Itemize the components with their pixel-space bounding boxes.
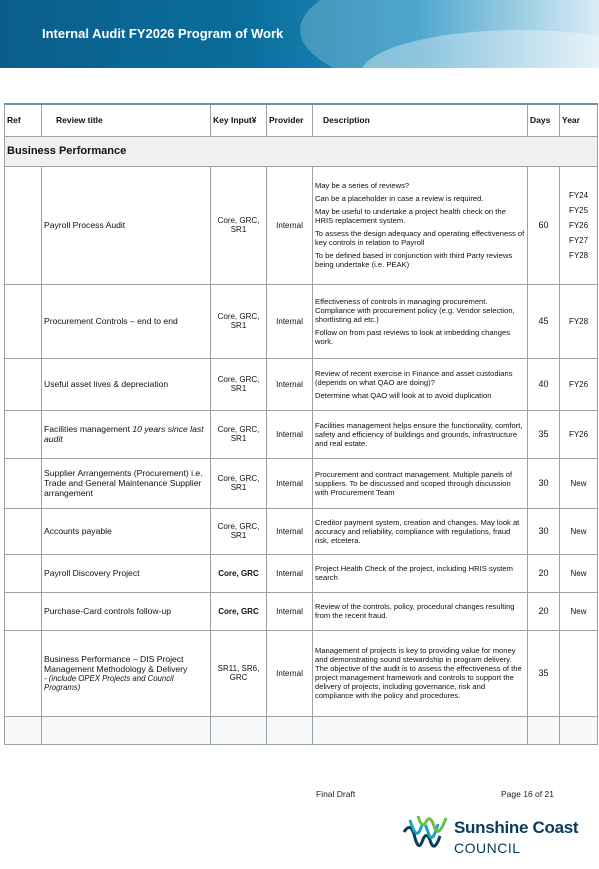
cell-review-title (42, 284, 211, 358)
cell-days: 40 (528, 358, 560, 410)
cell-year (560, 358, 598, 410)
cell-review-title (42, 358, 211, 410)
description-paragraph: Review of recent exercise in Finance and asset custodians (depends on what QAO are doing)? (315, 368, 513, 387)
cell-days: 30 (528, 458, 560, 508)
empty-cell (5, 716, 42, 744)
col-header-description: Description (313, 104, 528, 136)
col-header-provider: Provider (267, 104, 313, 136)
cell-year (560, 458, 598, 508)
cell-key-input (211, 410, 267, 458)
review-title-note: 10 years since last audit (44, 424, 204, 444)
cell-description (313, 508, 528, 554)
cell-description (313, 358, 528, 410)
year-value: FY27 (568, 235, 589, 245)
empty-cell (560, 716, 598, 744)
table-row (5, 166, 598, 284)
col-header-key: Key Input¥ (211, 104, 267, 136)
key-input-text: Core, GRC, SR1 (217, 216, 260, 234)
empty-cell (42, 716, 211, 744)
logo-line-1: Sunshine Coast (454, 818, 579, 837)
cell-year (560, 554, 598, 592)
cell-description (313, 630, 528, 716)
cell-key-input (211, 458, 267, 508)
cell-provider: Internal (267, 554, 313, 592)
cell-review-title (42, 630, 211, 716)
cell-key-input (211, 554, 267, 592)
footer-status: Final Draft (316, 789, 356, 799)
year-value: FY28 (568, 250, 589, 260)
table-body (5, 166, 598, 716)
table-row-empty (5, 716, 598, 744)
cell-year (560, 410, 598, 458)
key-input-text: Core, GRC, SR1 (217, 522, 260, 540)
footer-page-number: Page 16 of 21 (501, 789, 554, 799)
cell-key-input (211, 592, 267, 630)
cell-ref (5, 284, 42, 358)
key-input-text: Core, GRC, SR1 (217, 474, 260, 492)
cell-key-input (211, 358, 267, 410)
review-title-text: Useful asset lives & depreciation (44, 379, 169, 389)
table-header-row (5, 104, 598, 136)
review-title-text: Supplier Arrangements (Procurement) i.e. Trade and General Maintenance Supplier arrangement (44, 468, 203, 498)
cell-key-input (211, 630, 267, 716)
description-paragraph: Effectiveness of controls in managing procurement. Compliance with procurement policy (e.g. Vendor selection, shortlisting ad etc.) (315, 296, 515, 324)
cell-key-input (211, 284, 267, 358)
cell-days: 35 (528, 630, 560, 716)
cell-provider: Internal (267, 508, 313, 554)
cell-ref (5, 592, 42, 630)
cell-description (313, 284, 528, 358)
col-header-ref: Ref (5, 104, 42, 136)
table-row (5, 554, 598, 592)
description-paragraph: Follow on from past reviews to look at imbedding changes work. (315, 327, 511, 346)
cell-provider: Internal (267, 358, 313, 410)
key-input-text: SR11, SR6, GRC (217, 664, 260, 682)
empty-cell (267, 716, 313, 744)
col-header-days: Days (528, 104, 560, 136)
review-title-text: Procurement Controls – end to end (44, 316, 178, 326)
empty-cell (211, 716, 267, 744)
year-value: FY28 (568, 316, 589, 326)
year-value: FY25 (568, 205, 589, 215)
table-row (5, 592, 598, 630)
description-paragraph: To be defined based in conjunction with third Party reviews being undertake (i.e. PEAK) (315, 251, 513, 269)
cell-review-title (42, 458, 211, 508)
review-title-text: Business Performance – DIS Project Management Methodology & Delivery (44, 654, 188, 674)
description-paragraph: Determine what QAO will look at to avoid duplication (315, 390, 492, 400)
description-paragraph: Creditor payment system, creation and changes. May look at accuracy and reliability, compliance with regulations, fraud risk, etcetera. (315, 517, 520, 545)
year-value: New (570, 526, 587, 536)
review-title-text: Facilities management (44, 424, 133, 434)
description-paragraph: Review of the controls, policy, procedural changes resulting from the recent fraud. (315, 602, 515, 620)
cell-review-title (42, 410, 211, 458)
cell-review-title (42, 508, 211, 554)
section-row (5, 136, 598, 166)
description-paragraph: Project Health Check of the project, including HRIS system search (315, 564, 513, 582)
cell-description (313, 458, 528, 508)
cell-days: 20 (528, 592, 560, 630)
description-paragraph: Management of projects is key to providing value for money and demonstrating sound stewardship in program delivery. The objective of the audit is to assess the effectiveness of the project management framework and controls to support the delivery of projects, including governance, risk and compliance with the policy and procedures. (315, 646, 522, 700)
cell-ref (5, 508, 42, 554)
key-input-text: Core, GRC, SR1 (217, 312, 260, 330)
year-value: FY26 (568, 429, 589, 439)
cell-review-title (42, 592, 211, 630)
col-header-title: Review title (42, 104, 211, 136)
cell-ref (5, 410, 42, 458)
cell-days: 35 (528, 410, 560, 458)
program-table (4, 103, 598, 745)
description-paragraph: To assess the design adequacy and operating effectiveness of key controls in relation to Payroll (315, 229, 525, 247)
description-paragraph: May be a series of reviews? (315, 181, 410, 190)
cell-key-input (211, 166, 267, 284)
key-input-text: Core, GRC, SR1 (217, 375, 260, 393)
cell-days: 20 (528, 554, 560, 592)
cell-description (313, 410, 528, 458)
cell-provider: Internal (267, 630, 313, 716)
empty-cell (313, 716, 528, 744)
cell-ref (5, 166, 42, 284)
cell-provider: Internal (267, 284, 313, 358)
cell-provider: Internal (267, 166, 313, 284)
description-paragraph: May be useful to undertake a project health check on the HRIS replacement system. (315, 207, 506, 225)
cell-days: 30 (528, 508, 560, 554)
cell-days: 60 (528, 166, 560, 284)
cell-review-title (42, 166, 211, 284)
empty-cell (528, 716, 560, 744)
cell-ref (5, 554, 42, 592)
review-title-text: Purchase-Card controls follow-up (44, 606, 172, 616)
section-title: Business Performance (5, 136, 598, 166)
table-row (5, 630, 598, 716)
cell-description (313, 166, 528, 284)
logo-line-2: COUNCIL (454, 840, 521, 856)
key-input-text: Core, GRC, SR1 (217, 425, 260, 443)
key-input-text: Core, GRC (218, 568, 259, 578)
key-input-text: Core, GRC (218, 606, 259, 616)
cell-review-title (42, 554, 211, 592)
year-value: New (570, 606, 587, 616)
year-value: FY26 (568, 220, 589, 230)
description-paragraph: Can be a placeholder in case a review is required. (315, 194, 484, 203)
description-paragraph: Facilities management helps ensure the functionality, comfort, safety and efficiency of buildings and grounds, infrastructure and real estate. (315, 420, 523, 448)
col-header-year: Year (560, 104, 598, 136)
cell-provider: Internal (267, 592, 313, 630)
review-title-text: Accounts payable (44, 526, 112, 536)
cell-provider: Internal (267, 458, 313, 508)
review-title-text: Payroll Discovery Project (44, 568, 140, 578)
cell-year (560, 592, 598, 630)
table-row (5, 284, 598, 358)
year-value: New (570, 478, 587, 488)
cell-ref (5, 630, 42, 716)
cell-year (560, 508, 598, 554)
review-title-text: Payroll Process Audit (44, 220, 126, 230)
year-value: FY24 (568, 190, 589, 200)
cell-year (560, 630, 598, 716)
year-value: New (570, 568, 587, 578)
cell-ref (5, 358, 42, 410)
page-banner (0, 0, 599, 68)
table-row (5, 508, 598, 554)
cell-description (313, 592, 528, 630)
year-value: FY26 (568, 379, 589, 389)
cell-description (313, 554, 528, 592)
cell-key-input (211, 508, 267, 554)
cell-days: 45 (528, 284, 560, 358)
review-title-note: - (include OPEX Projects and Council Programs) (44, 674, 174, 692)
description-paragraph: Procurement and contract management. Multiple panels of suppliers. To be discussed and scoped through discussion with Procurement Team (315, 469, 513, 497)
cell-year (560, 166, 598, 284)
table-row (5, 358, 598, 410)
table-row (5, 458, 598, 508)
cell-ref (5, 458, 42, 508)
table-row (5, 410, 598, 458)
page-title: Internal Audit FY2026 Program of Work (42, 26, 284, 41)
cell-provider: Internal (267, 410, 313, 458)
cell-year (560, 284, 598, 358)
